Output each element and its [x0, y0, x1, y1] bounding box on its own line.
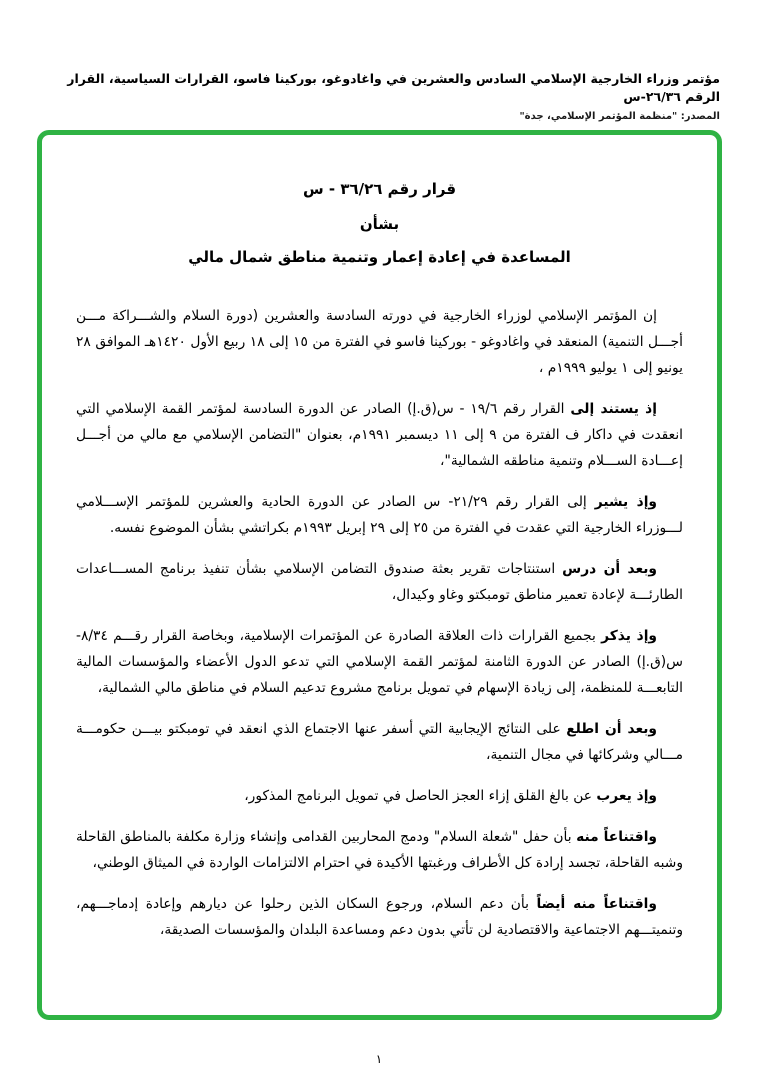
resolution-green-frame	[37, 130, 722, 1020]
paragraph-text: بأن حفل "شعلة السلام" ودمج المحاربين القدامى وإنشاء وزارة مكلفة بالمناطق القاحلة وشبه القاحلة، تجسد إرادة كل الأطراف ورغبتها الأكيدة في احترام الالتزامات الواردة في الميثاق الوطني،	[76, 829, 683, 871]
resolution-paragraph	[76, 396, 683, 474]
paragraph-text: بجميع القرارات ذات العلاقة الصادرة عن المؤتمرات الإسلامية، وبخاصة القرار رقـــم ٨/٣٤-س(ق.إ) الصادر عن الدورة الثامنة لمؤتمر القمة الإسلامي التي تدعو الدول الأعضاء والمؤسسات المالية التابعـــة للمنظمة، إلى زيادة الإسهام في تمويل برنامج مشروع تدعيم السلام في مناطق مالي الشمالية،	[76, 628, 683, 696]
paragraph-text: إن المؤتمر الإسلامي لوزراء الخارجية في دورته السادسة والعشرين (دورة السلام والشـــراكة مـــن أجـــل التنمية) المنعقد في واغادوغو - بوركينا فاسو في الفترة من ١٥ إلى ١٨ ربيع الأول ١٤٢٠هـ الموافق ٢٨ يونيو إلى ١ يوليو ١٩٩٩م ،	[76, 308, 683, 376]
paragraph-text: إلى القرار رقم ٢١/٢٩- س الصادر عن الدورة الحادية والعشرين للمؤتمر الإســـلامي لـــوزراء الخارجية التي عقدت في الفترة من ٢٥ إلى ٢٩ إبريل ١٩٩٣م بكراتشي بشأن الموضوع نفسه.	[76, 494, 683, 536]
resolution-content	[42, 135, 717, 943]
resolution-subject-title: المساعدة في إعادة إعمار وتنمية مناطق شمال مالي	[188, 248, 571, 266]
resolution-paragraph	[76, 556, 683, 608]
paragraph-text: استنتاجات تقرير بعثة صندوق التضامن الإسلامي بشأن تنفيذ برنامج المســـاعدات الطارئـــة لإعادة تعمير مناطق تومبكتو وغاو وكيدال،	[76, 561, 683, 603]
paragraph-lead: وإذ يعرب	[596, 788, 657, 804]
document-header	[38, 70, 720, 122]
paragraph-lead: وبعد أن اطلع	[566, 721, 657, 737]
resolution-paragraph	[76, 303, 683, 381]
header-title-line: مؤتمر وزراء الخارجية الإسلامي السادس والعشرين في واغادوغو، بوركينا فاسو، القرارات السياسية، القرار الرقم ٢٦/٣٦-س	[67, 71, 720, 104]
resolution-paragraph	[76, 716, 683, 768]
paragraph-lead: وإذ يذكر	[601, 628, 657, 644]
resolution-body	[76, 303, 683, 943]
paragraph-text: بأن دعم السلام، ورجوع السكان الذين رحلوا عن ديارهم وإعادة إدماجـــهم، وتنميتـــهم الاجتماعية والاقتصادية لن تأتي بدون دعم ومساعدة البلدان والمؤسسات الصديقة،	[76, 896, 683, 938]
paragraph-lead: إذ يستند إلى	[570, 401, 657, 417]
paragraph-lead: وإذ يشير	[594, 494, 658, 510]
resolution-regarding-title: بشأن	[359, 215, 400, 233]
paragraph-lead: وبعد أن درس	[562, 561, 658, 577]
resolution-paragraph	[76, 783, 683, 809]
page-number: ١	[375, 1052, 383, 1066]
resolution-paragraph	[76, 489, 683, 541]
resolution-paragraph	[76, 824, 683, 876]
resolution-number-title: قرار رقم ٣٦/٢٦ - س	[302, 180, 457, 198]
paragraph-lead: واقتناعاً منه	[576, 829, 657, 845]
header-source-line: المصدر: "منظمة المؤتمر الإسلامي، جدة"	[519, 111, 720, 122]
paragraph-text: عن بالغ القلق إزاء العجز الحاصل في تمويل البرنامج المذكور،	[244, 788, 597, 804]
paragraph-text: على النتائج الإيجابية التي أسفر عنها الاجتماع الذي انعقد في تومبكتو بيـــن حكومـــة مـــالي وشركائها في مجال التنمية،	[76, 721, 683, 763]
resolution-paragraph	[76, 891, 683, 943]
resolution-paragraph	[76, 623, 683, 701]
paragraph-text: القرار رقم ١٩/٦ - س(ق.إ) الصادر عن الدورة السادسة لمؤتمر القمة الإسلامي التي انعقدت في داكار ف الفترة من ٩ إلى ١١ ديسمبر ١٩٩١م، بعنوان "التضامن الإسلامي مع مالي من أجـــل إعـــادة الســـلام وتنمية مناطقه الشمالية"،	[76, 401, 683, 469]
paragraph-lead: واقتناعاً منه أيضاً	[536, 896, 657, 912]
